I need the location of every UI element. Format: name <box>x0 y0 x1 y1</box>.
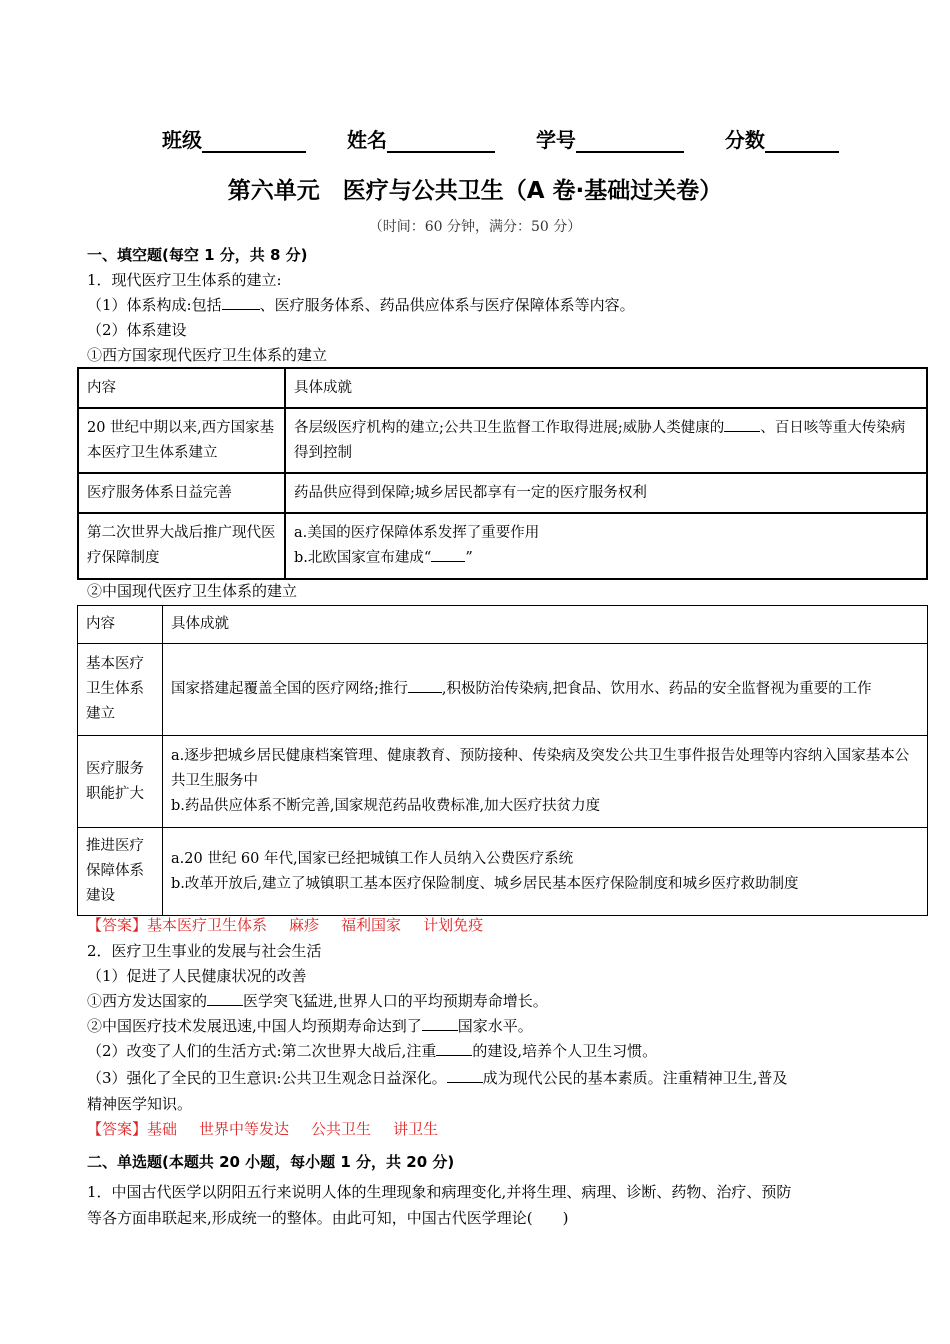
content-cell: 推进医疗保障体系建设 <box>78 828 163 916</box>
q2-stem: 2．医疗卫生事业的发展与社会生活 <box>87 942 322 960</box>
answer-blank[interactable] <box>222 295 260 310</box>
q1-part1: （1）体系构成:包括 、医疗服务体系、药品供应体系与医疗保障体系等内容。 <box>87 296 635 314</box>
western-system-table <box>77 367 928 580</box>
q2-part2: （2）改变了人们的生活方式:第二次世界大战后,注重 的建设,培养个人卫生习惯。 <box>87 1042 658 1060</box>
table-header-row <box>78 368 927 408</box>
q2-line1: ①西方发达国家的 医学突飞猛进,世界人口的平均预期寿命增长。 <box>87 992 548 1010</box>
table-row <box>78 513 927 579</box>
answer-blank[interactable] <box>408 678 442 693</box>
content-cell: 医疗服务体系日益完善 <box>78 473 285 513</box>
s2-q1-line1: 1．中国古代医学以阴阳五行来说明人体的生理现象和病理变化,并将生理、病理、诊断、药物、治疗、预防 <box>87 1183 792 1201</box>
achievement-cell: 各层级医疗机构的建立;公共卫生监督工作取得进展;威胁人类健康的 、百日咳等重大传染病得到控制 <box>285 408 927 473</box>
answer-blank[interactable] <box>207 991 243 1006</box>
q2-line2: ②中国医疗技术发展迅速,中国人均预期寿命达到了 国家水平。 <box>87 1017 533 1035</box>
section1-heading: 一、填空题(每空 1 分，共 8 分) <box>87 246 308 264</box>
answer-blank[interactable] <box>447 1068 483 1083</box>
china-system-table <box>77 605 928 916</box>
achievement-cell: a.美国的医疗保障体系发挥了重要作用 b.北欧国家宣布建成“ ” <box>285 513 927 579</box>
class-field[interactable]: 班级 <box>162 124 306 153</box>
table-row <box>78 736 928 828</box>
table-row <box>78 408 927 473</box>
q2-part3-cont: 精神医学知识。 <box>87 1095 193 1113</box>
answer-blank[interactable] <box>436 1041 472 1056</box>
table-header-cell: 具体成就 <box>163 606 928 644</box>
q1-part2: （2）体系建设 <box>87 321 187 339</box>
table-header-row <box>78 606 928 644</box>
content-cell: 第二次世界大战后推广现代医疗保障制度 <box>78 513 285 579</box>
student-info-row <box>162 124 839 153</box>
table-row <box>78 644 928 736</box>
answer-blank[interactable] <box>724 417 760 432</box>
page-title: 第六单元 医疗与公共卫生（A 卷·基础过关卷） <box>227 178 723 204</box>
achievement-cell: a.逐步把城乡居民健康档案管理、健康教育、预防接种、传染病及突发公共卫生事件报告处理等内容纳入国家基本公共卫生服务中 b.药品供应体系不断完善,国家规范药品收费标准,加大医疗扶贫力度 <box>163 736 928 828</box>
q2-part3: （3）强化了全民的卫生意识:公共卫生观念日益深化。 成为现代公民的基本素质。注重精神卫生,普及 <box>87 1069 788 1087</box>
table-row <box>78 828 928 916</box>
content-cell: 20 世纪中期以来,西方国家基本医疗卫生体系建立 <box>78 408 285 473</box>
q1-sub2: ②中国现代医疗卫生体系的建立 <box>87 582 298 600</box>
q2-answer: 【答案】基础 世界中等发达 公共卫生 讲卫生 <box>87 1120 439 1138</box>
q2-part1: （1）促进了人民健康状况的改善 <box>87 967 307 985</box>
table-header-cell: 具体成就 <box>285 368 927 408</box>
answer-blank[interactable] <box>431 547 465 562</box>
table-header-cell: 内容 <box>78 368 285 408</box>
q1-answer: 【答案】基本医疗卫生体系 麻疹 福利国家 计划免疫 <box>87 916 484 934</box>
q1-stem: 1．现代医疗卫生体系的建立: <box>87 271 282 289</box>
answer-blank[interactable] <box>422 1016 458 1031</box>
s2-q1-line2: 等各方面串联起来,形成统一的整体。由此可知，中国古代医学理论( ) <box>87 1209 569 1227</box>
achievement-cell: 国家搭建起覆盖全国的医疗网络;推行 ,积极防治传染病,把食品、饮用水、药品的安全监督视为重要的工作 <box>163 644 928 736</box>
section2-heading: 二、单选题(本题共 20 小题，每小题 1 分，共 20 分) <box>87 1153 455 1171</box>
achievement-cell: 药品供应得到保障;城乡居民都享有一定的医疗服务权利 <box>285 473 927 513</box>
score-field[interactable]: 分数 <box>725 124 839 153</box>
table-header-cell: 内容 <box>78 606 163 644</box>
content-cell: 医疗服务职能扩大 <box>78 736 163 828</box>
q1-sub1: ①西方国家现代医疗卫生体系的建立 <box>87 346 328 364</box>
achievement-cell: a.20 世纪 60 年代,国家已经把城镇工作人员纳入公费医疗系统 b.改革开放后,建立了城镇职工基本医疗保险制度、城乡居民基本医疗保险制度和城乡医疗救助制度 <box>163 828 928 916</box>
table-row <box>78 473 927 513</box>
student-no-field[interactable]: 学号 <box>536 124 684 153</box>
page-subtitle: （时间：60 分钟，满分：50 分） <box>368 219 582 235</box>
name-field[interactable]: 姓名 <box>347 124 495 153</box>
content-cell: 基本医疗卫生体系建立 <box>78 644 163 736</box>
